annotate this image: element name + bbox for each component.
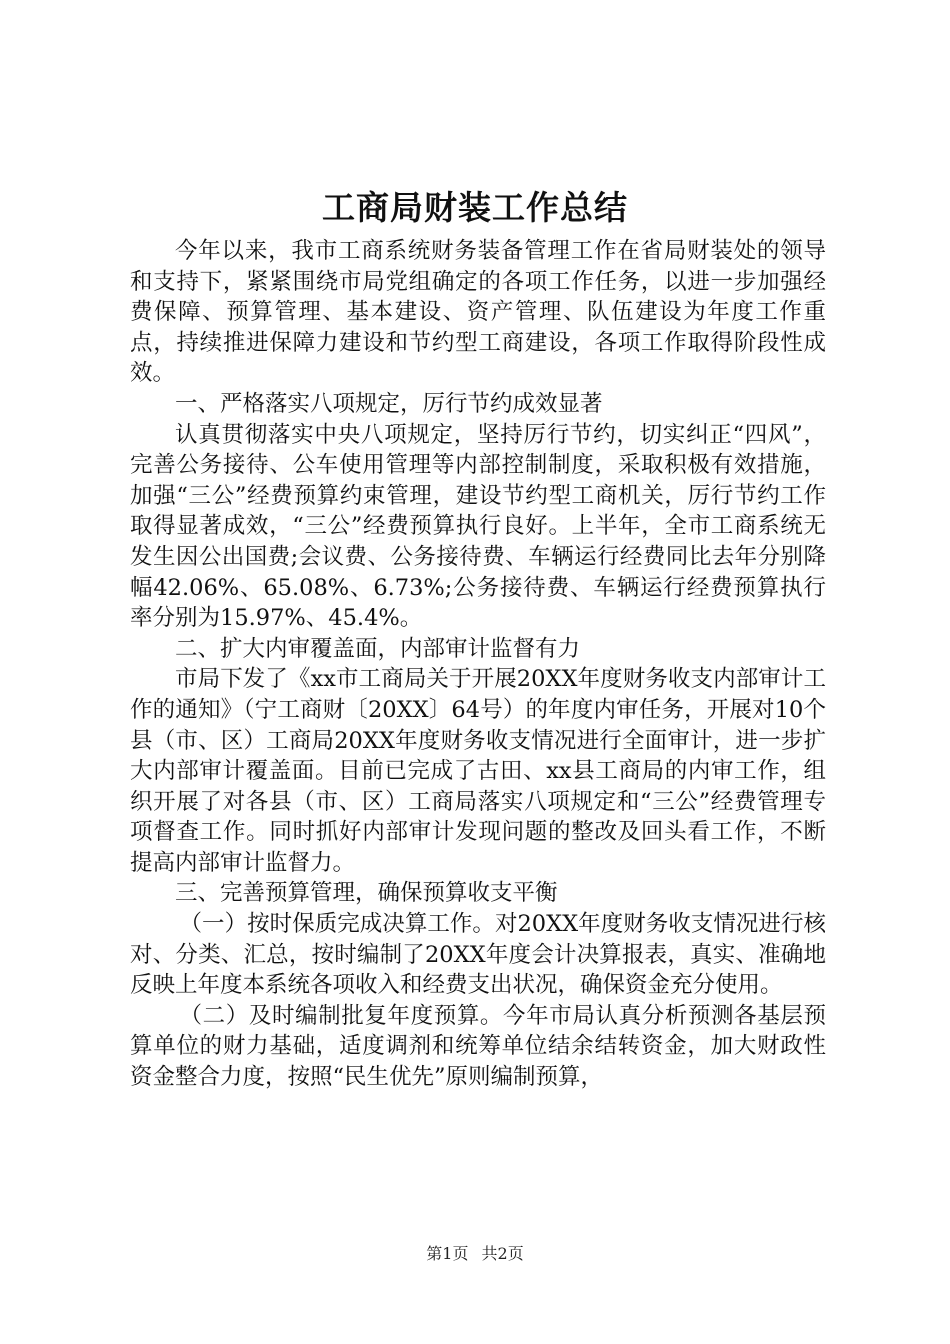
paragraph-section-3-item-2: （二）及时编制批复年度预算。今年市局认真分析预测各基层预算单位的财力基础，适度调剂和统筹单位结余结转资金，加大财政性资金整合力度，按照“民生优先”原则编制预算， [130,1002,826,1091]
page-number: 第1页 [426,1244,469,1263]
page-footer [0,1244,950,1264]
section-heading-2: 二、扩大内审覆盖面，内部审计监督有力 [175,635,581,662]
page-total: 共2页 [481,1244,524,1263]
section-heading-1: 一、严格落实八项规定，厉行节约成效显著 [175,390,603,417]
paragraph-intro: 今年以来，我市工商系统财务装备管理工作在省局财装处的领导和支持下，紧紧围绕市局党组确定的各项工作任务，以进一步加强经费保障、预算管理、基本建设、资产管理、队伍建设为年度工作重点，持续推进保障力建设和节约型工商建设，各项工作取得阶段性成效。 [130,238,826,387]
section-heading-3: 三、完善预算管理，确保预算收支平衡 [175,880,558,907]
paragraph-section-2: 市局下发了《xx市工商局关于开展20XX年度财务收支内部审计工作的通知》（宁工商财〔20XX〕64号）的年度内审任务，开展对10个县（市、区）工商局20XX年度财务收支情况进行全面审计，进一步扩大内部审计覆盖面。目前已完成了古田、xx县工商局的内审工作，组织开展了对各县（市、区）工商局落实八项规定和“三公”经费管理专项督查工作。同时抓好内部审计发现问题的整改及回头看工作，不断提高内部审计监督力。 [130,666,826,876]
paragraph-section-1: 认真贯彻落实中央八项规定，坚持厉行节约，切实纠正“四风”，完善公务接待、公车使用管理等内部控制制度，采取积极有效措施，加强“三公”经费预算约束管理，建设节约型工商机关，厉行节约工作取得显著成效，“三公”经费预算执行良好。上半年，全市工商系统无发生因公出国费;会议费、公务接待费、车辆运行经费同比去年分别降幅42.06%、65.08%、6.73%;公务接待费、车辆运行经费预算执行率分别为15.97%、45.4%。 [130,421,826,632]
document-body [130,236,826,1093]
paragraph-section-3-item-1: （一）按时保质完成决算工作。对20XX年度财务收支情况进行核对、分类、汇总，按时编制了20XX年度会计决算报表，真实、准确地反映上年度本系统各项收入和经费支出状况，确保资金充分使用。 [130,911,826,999]
document-title: 工商局财装工作总结 [322,188,628,227]
